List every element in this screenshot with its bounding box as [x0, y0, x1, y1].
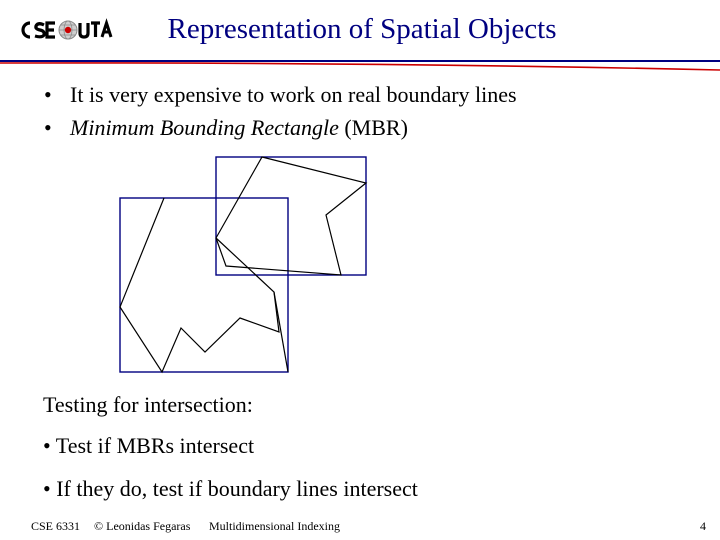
footer-author: © Leonidas Fegaras — [94, 519, 191, 533]
bullet-item-expensive — [44, 78, 517, 111]
bullet-text: It is very expensive to work on real boundary lines — [70, 82, 517, 107]
test-item-boundary: • If they do, test if boundary lines intersect — [43, 476, 418, 501]
bullet-marker: • — [44, 115, 52, 140]
bullet-marker: • — [44, 82, 52, 107]
slide-title: Representation of Spatial Objects — [167, 13, 557, 45]
title-rule — [0, 56, 720, 72]
polygon-bottom-left-edge — [274, 292, 288, 372]
bullet-text: (MBR) — [338, 115, 408, 140]
footer-topic: Multidimensional Indexing — [209, 519, 340, 533]
page-number: 4 — [700, 519, 706, 533]
mbr-top-right — [216, 157, 366, 275]
polygon-bottom-left-outline — [120, 198, 279, 372]
mbr-figure — [100, 150, 380, 380]
testing-heading: Testing for intersection: — [43, 392, 253, 417]
test-item-mbr: • Test if MBRs intersect — [43, 433, 255, 458]
footer-course: CSE 6331 — [31, 519, 81, 533]
bullet-item-mbr — [44, 111, 517, 144]
bullet-italic-text: Minimum Bounding Rectangle — [70, 115, 339, 140]
bullet-list — [44, 78, 517, 144]
polygon-top-right — [216, 157, 366, 275]
